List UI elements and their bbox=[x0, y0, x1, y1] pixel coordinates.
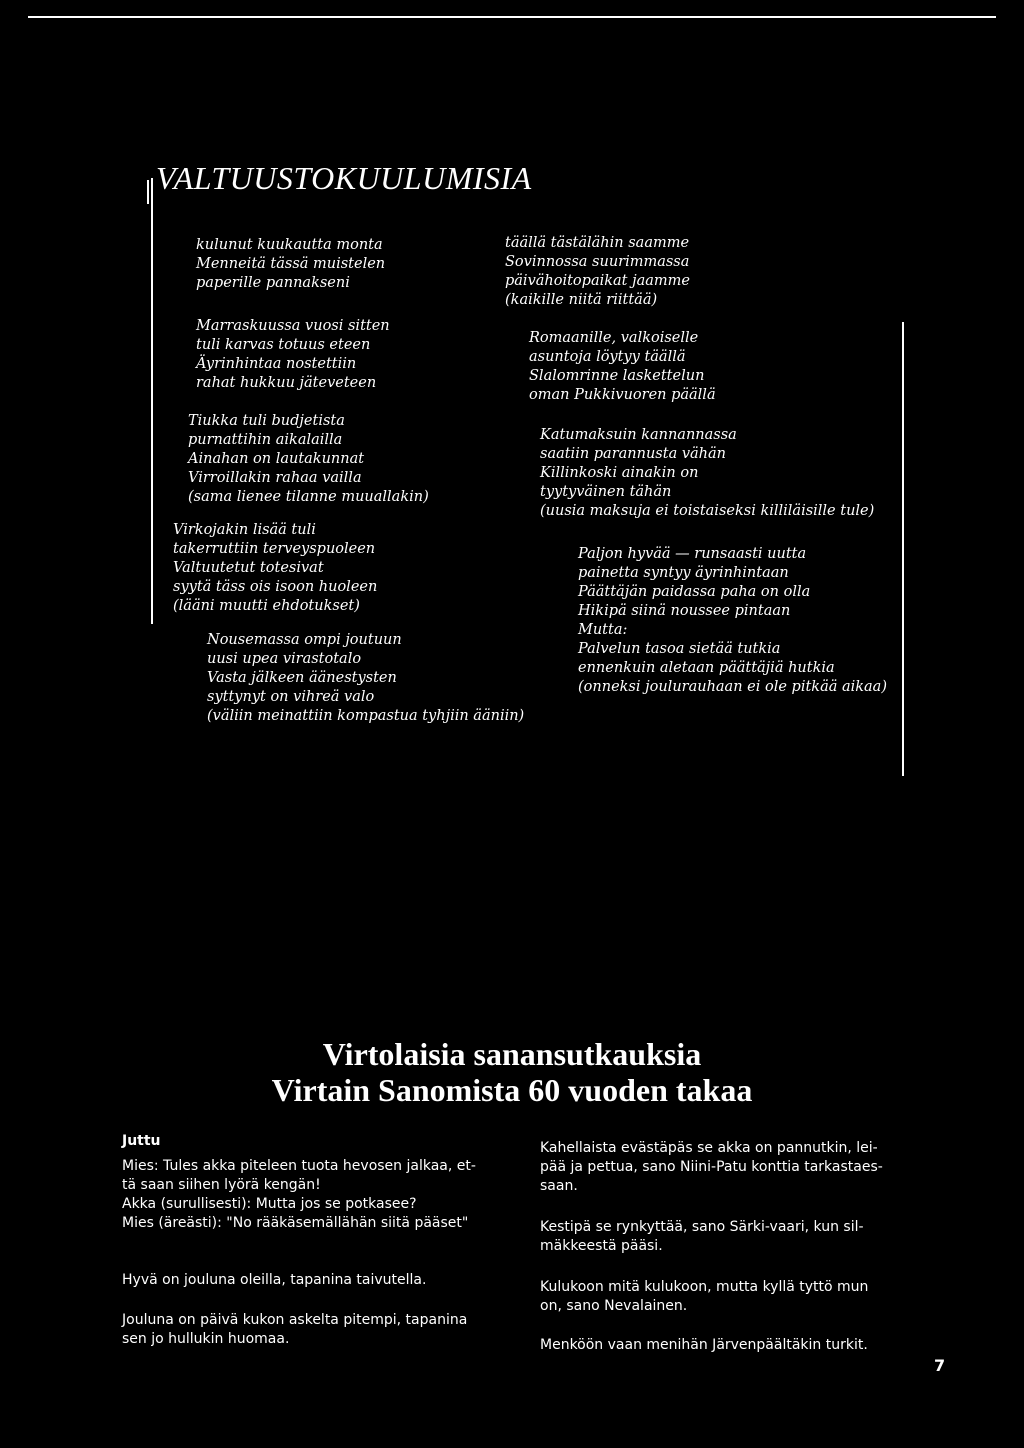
poem-stanza bbox=[188, 412, 429, 507]
poem-line: Paljon hyvää — runsaasti uutta bbox=[578, 546, 807, 562]
poem-line: (väliin meinattiin kompastua tyhjiin ääniin) bbox=[207, 708, 525, 724]
poem-line: Marraskuussa vuosi sitten bbox=[196, 318, 390, 334]
page-number: 7 bbox=[934, 1356, 946, 1375]
poem-stanza bbox=[207, 631, 524, 726]
poem-line: Nousemassa ompi joutuun bbox=[207, 632, 402, 648]
poem-line: Virkojakin lisää tuli bbox=[173, 522, 316, 538]
poem-line: (lääni muutti ehdotukset) bbox=[173, 598, 360, 614]
sayings-right-column bbox=[540, 1139, 940, 1355]
poem-line: uusi upea virastotalo bbox=[207, 651, 362, 667]
poem-line: (kaikille niitä riittää) bbox=[505, 292, 658, 308]
left-bracket-line bbox=[151, 178, 153, 624]
poem-stanza bbox=[196, 317, 390, 393]
poem-line: tuli karvas totuus eteen bbox=[196, 337, 371, 353]
saying-line: saan. bbox=[540, 1178, 578, 1194]
poem-line: päivähoitopaikat jaamme bbox=[505, 273, 690, 289]
poem-line: paperille pannakseni bbox=[196, 275, 350, 291]
poem-line: Palvelun tasoa sietää tutkia bbox=[578, 641, 781, 657]
right-bracket-line bbox=[902, 322, 904, 776]
poem-line: Romaanille, valkoiselle bbox=[529, 330, 699, 346]
poem-line: Killinkoski ainakin on bbox=[540, 465, 699, 481]
poem-line: Mutta: bbox=[578, 622, 628, 638]
sayings-heading-line2: Virtain Sanomista 60 vuoden takaa bbox=[271, 1072, 753, 1108]
poem-line: Tiukka tuli budjetista bbox=[188, 413, 345, 429]
saying-line: tä saan siihen lyörä kengän! bbox=[122, 1177, 321, 1193]
saying-heading: Juttu bbox=[122, 1133, 161, 1149]
poem-line: syytä täss ois isoon huoleen bbox=[173, 579, 378, 595]
saying-line: Kestipä se rynkyttää, sano Särki-vaari, kun sil- bbox=[540, 1219, 864, 1235]
left-bracket-line-inner bbox=[147, 180, 149, 204]
poem-line: Katumaksuin kannannassa bbox=[540, 427, 737, 443]
poem-stanza bbox=[173, 521, 377, 616]
poem-line: (onneksi joulurauhaan ei ole pitkää aikaa) bbox=[578, 679, 887, 695]
saying-line: sen jo hullukin huomaa. bbox=[122, 1331, 290, 1347]
saying-line: on, sano Nevalainen. bbox=[540, 1298, 688, 1314]
top-rule bbox=[28, 16, 996, 18]
saying-line: Jouluna on päivä kukon askelta pitempi, tapanina bbox=[122, 1312, 468, 1328]
poem-line: Päättäjän paidassa paha on olla bbox=[578, 584, 811, 600]
sayings-heading-line1: Virtolaisia sanansutkauksia bbox=[322, 1036, 702, 1072]
poem-line: oman Pukkivuoren päällä bbox=[529, 387, 716, 403]
poem-line: Äyrinhintaa nostettiin bbox=[196, 356, 357, 372]
saying-line: Hyvä on jouluna oleilla, tapanina taivutella. bbox=[122, 1272, 427, 1288]
saying-line: Mies (äreästi): "No rääkäsemällähän siitä pääset" bbox=[122, 1215, 469, 1231]
poem-line: (sama lienee tilanne muuallakin) bbox=[188, 489, 429, 505]
poem-line: (uusia maksuja ei toistaiseksi killiläisille tule) bbox=[540, 503, 875, 519]
poem-line: syttynyt on vihreä valo bbox=[207, 689, 375, 705]
poem-line: painetta syntyy äyrinhintaan bbox=[578, 565, 789, 581]
poem-line: Sovinnossa suurimmassa bbox=[505, 254, 690, 270]
sayings-heading bbox=[0, 1036, 1024, 1108]
poem-line: ennenkuin aletaan päättäjiä hutkia bbox=[578, 660, 835, 676]
page-title: VALTUUSTOKUULUMISIA bbox=[156, 160, 532, 196]
saying-line: Akka (surullisesti): Mutta jos se potkasee? bbox=[122, 1196, 417, 1212]
poem-line: Ainahan on lautakunnat bbox=[188, 451, 365, 467]
poem-line: takerruttiin terveyspuoleen bbox=[173, 541, 376, 557]
poem-line: Virroillakin rahaa vailla bbox=[188, 470, 362, 486]
poem-line: rahat hukkuu jäteveteen bbox=[196, 375, 377, 391]
poem-stanza bbox=[540, 426, 874, 521]
poem-line: Menneitä tässä muistelen bbox=[196, 256, 386, 272]
saying-line: pää ja pettua, sano Niini-Patu konttia tarkastaes- bbox=[540, 1159, 883, 1175]
poem-line: kulunut kuukautta monta bbox=[196, 237, 383, 253]
poem-line: Slalomrinne laskettelun bbox=[529, 368, 705, 384]
poem-line: tyytyväinen tähän bbox=[540, 484, 672, 500]
poem-line: purnattihin aikalailla bbox=[188, 432, 343, 448]
poem-stanza bbox=[505, 234, 690, 310]
saying-line: Kahellaista evästäpäs se akka on pannutkin, lei- bbox=[540, 1140, 878, 1156]
saying-line: Mies: Tules akka piteleen tuota hevosen jalkaa, et- bbox=[122, 1158, 476, 1174]
saying-line: Menköön vaan menihän Järvenpäältäkin turkit. bbox=[540, 1337, 868, 1353]
poem-line: täällä tästälähin saamme bbox=[505, 235, 690, 251]
poem-line: Hikipä siinä noussee pintaan bbox=[578, 603, 791, 619]
sayings-left-column bbox=[122, 1132, 520, 1349]
poem-stanza bbox=[529, 329, 716, 405]
poem-line: saatiin parannusta vähän bbox=[540, 446, 726, 462]
poem-stanza bbox=[578, 545, 887, 697]
saying-line: Kulukoon mitä kulukoon, mutta kyllä tyttö mun bbox=[540, 1279, 869, 1295]
poem-stanza bbox=[196, 236, 385, 293]
poem-line: asuntoja löytyy täällä bbox=[529, 349, 686, 365]
poem-line: Vasta jälkeen äänestysten bbox=[207, 670, 397, 686]
saying-line: mäkkeestä pääsi. bbox=[540, 1238, 663, 1254]
poem-line: Valtuutetut totesivat bbox=[173, 560, 324, 576]
